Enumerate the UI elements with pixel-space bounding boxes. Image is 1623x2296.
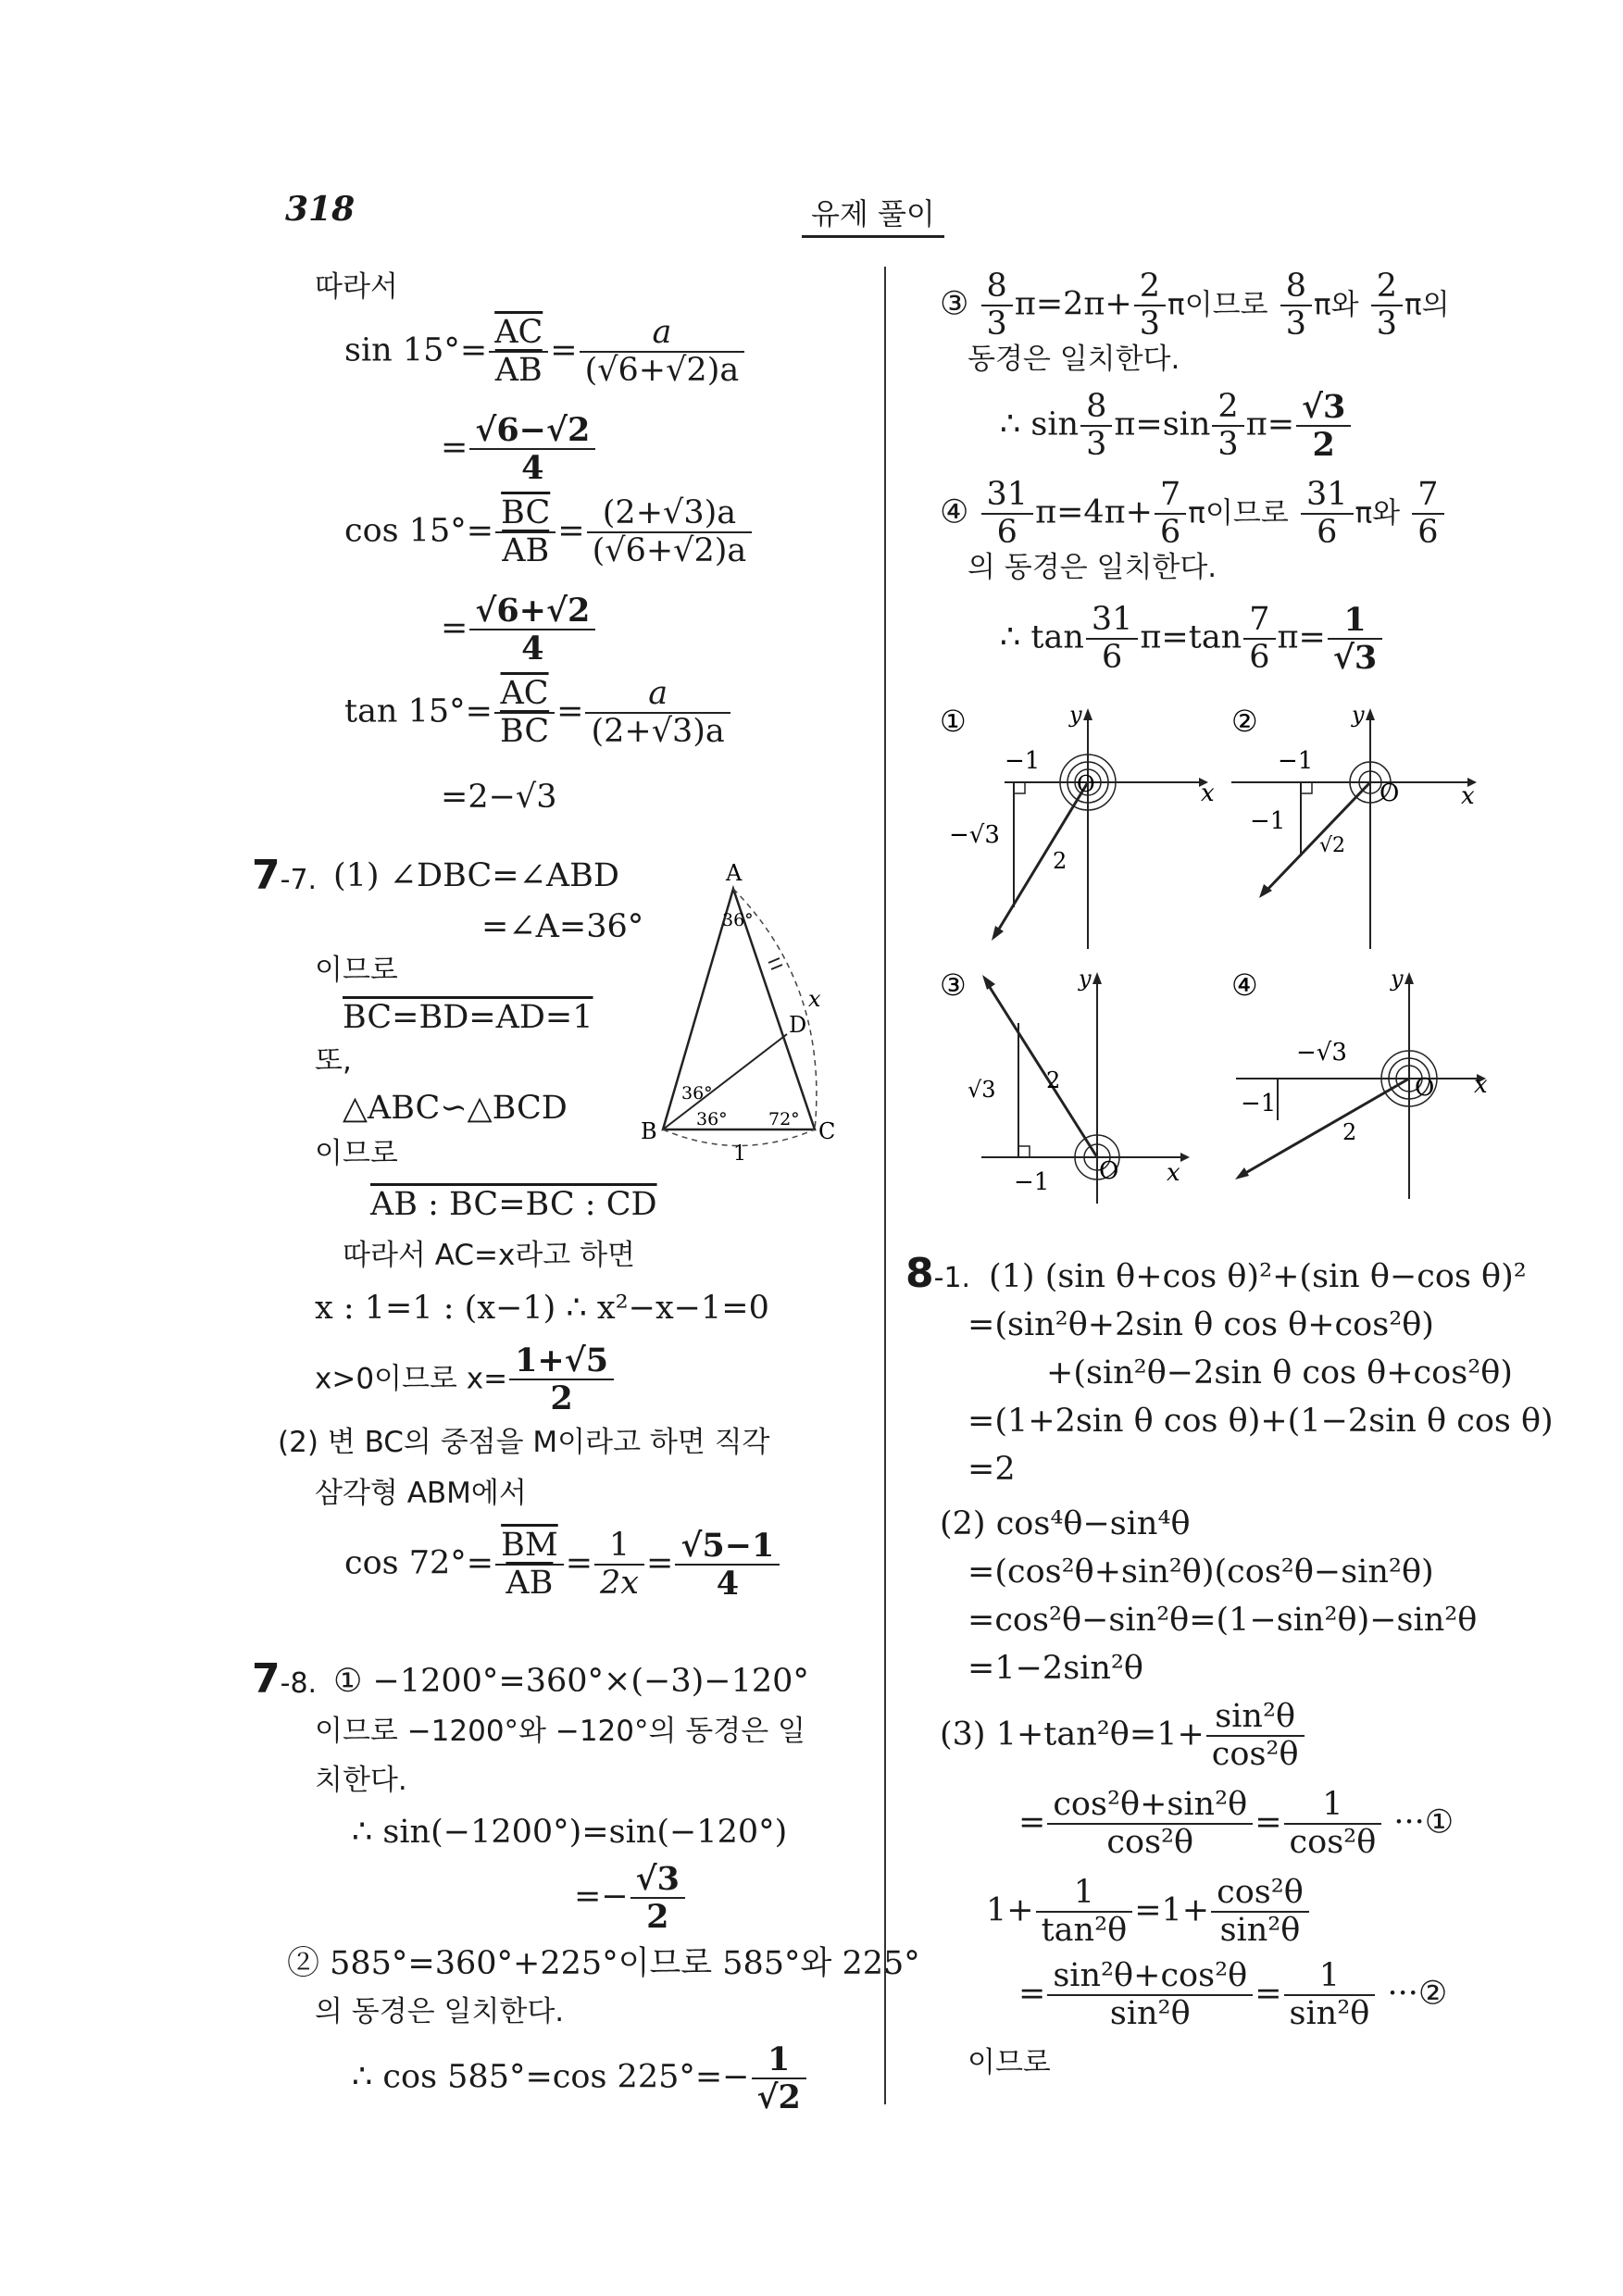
svg-text:①: ① (940, 704, 967, 739)
p77-line12: (2) 변 BC의 중점을 M이라고 하면 직각 (278, 1426, 770, 1459)
fraction: $\frac{a}{(√6+√2)a}$ (580, 315, 745, 389)
r3-line2: 동경은 일치한다. (968, 343, 1180, 376)
svg-text:2: 2 (1342, 1119, 1357, 1145)
p77-line5: 또, (315, 1044, 352, 1078)
p78-line4: ∴ sin(−1200°)=sin(−120°) (352, 1814, 788, 1851)
svg-text:x: x (1201, 780, 1215, 807)
p78-line3: 치한다. (315, 1764, 407, 1797)
svg-text:−1: −1 (1250, 807, 1286, 835)
tan15-result: =2−√3 (441, 779, 557, 816)
p77-line13: 삼각형 ABM에서 (315, 1477, 527, 1510)
column-divider (884, 267, 886, 2104)
problem-7-7-label: 7-7. (252, 852, 318, 899)
fraction: $\frac{√6-√2}{4}$ (469, 412, 595, 486)
tan15-line: tan 15°= $\frac{\overline{AC}}{BC}$ = $\frac{a}{(2+√3)a}$ (344, 676, 732, 750)
svg-text:③: ③ (940, 967, 967, 1003)
svg-text:y: y (1069, 702, 1082, 728)
p78-line6: ② 585°=360°+225°이므로 585°와 225° (287, 1945, 920, 1982)
triangle-figure (630, 856, 870, 1171)
r4-line1: ④ $\frac{31}{6}$ π=4π+ $\frac{7}{6}$ π이므로 $\frac{31}{6}$ π와 $\frac{7}{6}$ (940, 477, 1446, 551)
svg-text:④: ④ (1231, 967, 1258, 1003)
angle-graph-1 (930, 702, 1215, 954)
sin15-line: sin 15°= $\frac{\overline{AC}}{AB}$ = $\frac{a}{(√6+√2)a}$ (344, 315, 746, 389)
label-x: x (808, 986, 821, 1012)
svg-text:−1: −1 (1278, 747, 1314, 775)
r3-line3: ∴ sin $\frac{8}{3}$ π=sin $\frac{2}{3}$ π= $\frac{√3}{2}$ (1000, 389, 1353, 463)
p77-line9: 따라서 AC=x라고 하면 (343, 1239, 635, 1272)
problem-8-1-label: 8-1. (905, 1250, 971, 1297)
p81-line9: =1−2sin²θ (968, 1650, 1143, 1687)
p81-line14: 이므로 (968, 2046, 1051, 2079)
p77-line3: 이므로 (315, 954, 398, 987)
svg-text:−√3: −√3 (1296, 1039, 1347, 1067)
p81-line10: (3) 1+tan²θ=1+ $\frac{\text{sin²θ}}{\text{cos²θ}}$ (940, 1699, 1306, 1773)
fraction: $\frac{\overline{AC}}{AB}$ (489, 315, 548, 389)
p78-line5: =− $\frac{√3}{2}$ (574, 1861, 687, 1935)
p81-line7: =(cos²θ+sin²θ)(cos²θ−sin²θ) (968, 1554, 1434, 1591)
svg-text:−1: −1 (1014, 1168, 1050, 1196)
label-one: 1 (733, 1142, 746, 1166)
svg-text:x: x (1474, 1071, 1488, 1099)
intro-text: 따라서 (315, 270, 398, 304)
p78-line8: ∴ cos 585°=cos 225°=− $\frac{1}{√2}$ (352, 2041, 808, 2115)
svg-text:y: y (1079, 966, 1092, 992)
svg-text:2: 2 (1053, 848, 1067, 874)
p77-line2: =∠A=36° (481, 908, 644, 945)
p81-line2: =(sin²θ+2sin θ cos θ+cos²θ) (968, 1306, 1434, 1343)
cos15-line: cos 15°= $\frac{\overline{BC}}{AB}$ = $\frac{(2+√3)a}{(√6+√2)a}$ (344, 495, 754, 569)
svg-text:②: ② (1231, 704, 1258, 739)
p77-line7: 이므로 (315, 1137, 398, 1170)
svg-text:y: y (1391, 966, 1404, 992)
svg-text:−1: −1 (1241, 1090, 1277, 1117)
p77-line6: △ABC∽△BCD (343, 1090, 568, 1127)
svg-text:O: O (1099, 1157, 1119, 1185)
svg-text:√2: √2 (1319, 834, 1346, 857)
p77-line10: x : 1=1 : (x−1) ∴ x²−x−1=0 (315, 1290, 769, 1327)
vertex-d: D (789, 1012, 807, 1038)
p78-line7: 의 동경은 일치한다. (315, 1995, 565, 2028)
r4-line2: 의 동경은 일치한다. (968, 551, 1217, 584)
vertex-a: A (726, 860, 743, 886)
svg-text:−1: −1 (1005, 747, 1041, 775)
angle-b2: 36° (696, 1109, 728, 1129)
svg-text:x: x (1167, 1159, 1180, 1187)
vertex-c: C (818, 1118, 836, 1144)
p81-line12: 1+ $\frac{1}{\text{tan²θ}}$ =1+ $\frac{\text{cos²θ}}{\text{sin²θ}}$ (986, 1875, 1311, 1949)
svg-text:−√3: −√3 (949, 821, 1000, 849)
svg-text:y: y (1352, 702, 1365, 728)
vertex-b: B (641, 1118, 657, 1144)
p78-line2: 이므로 −1200°와 −120°의 동경은 일 (315, 1715, 805, 1748)
svg-text:O: O (1415, 1074, 1435, 1102)
p81-line11: = $\frac{\text{cos²θ+sin²θ}}{\text{cos²θ}}$ = $\frac{1}{\text{cos²θ}}$ ···① (1018, 1786, 1454, 1862)
section-title: 유제 풀이 (802, 191, 944, 238)
p77-line11: x>0이므로 x= $\frac{1+√5}{2}$ (315, 1342, 616, 1416)
angle-b1: 36° (681, 1083, 713, 1104)
p77-line1: (1) ∠DBC=∠ABD (333, 857, 619, 894)
page-number: 318 (285, 190, 356, 229)
p81-line6: (2) cos⁴θ−sin⁴θ (940, 1505, 1191, 1542)
sin15-result: = $\frac{√6-√2}{4}$ (441, 412, 597, 486)
cos72-line: cos 72°= $\frac{\overline{BM}}{AB}$ = $\frac{1}{2x}$ = $\frac{√5-1}{4}$ (344, 1528, 781, 1602)
p81-line13: = $\frac{\text{sin²θ+cos²θ}}{\text{sin²θ}}$ = $\frac{1}{\text{sin²θ}}$ ···② (1018, 1957, 1448, 2033)
p77-line8: AB : BC=BC : CD (370, 1186, 657, 1223)
p81-line4: =(1+2sin θ cos θ)+(1−2sin θ cos θ) (968, 1403, 1554, 1440)
p77-line4: BC=BD=AD=1 (343, 999, 593, 1036)
p81-line8: =cos²θ−sin²θ=(1−sin²θ)−sin²θ (968, 1602, 1478, 1639)
angle-a: 36° (722, 910, 754, 930)
svg-text:2: 2 (1046, 1067, 1061, 1093)
angle-graph-3 (930, 967, 1208, 1208)
svg-text:O: O (1077, 771, 1095, 797)
svg-text:x: x (1461, 782, 1475, 810)
svg-text:O: O (1380, 780, 1400, 807)
angle-graph-4 (1222, 967, 1528, 1208)
r4-line3: ∴ tan $\frac{31}{6}$ π=tan $\frac{7}{6}$ π= $\frac{1}{√3}$ (1000, 602, 1384, 676)
angle-graph-2 (1222, 704, 1500, 954)
angle-c: 72° (768, 1109, 800, 1129)
r3-line1: ③ $\frac{8}{3}$ π=2π+ $\frac{2}{3}$ π이므로 $\frac{8}{3}$ π와 $\frac{2}{3}$ π의 (940, 268, 1450, 343)
p81-line1: (1) (sin θ+cos θ)²+(sin θ−cos θ)² (989, 1258, 1527, 1295)
problem-7-8-label: 7-8. (252, 1655, 318, 1703)
p81-line5: =2 (968, 1451, 1016, 1488)
p78-line1: ① −1200°=360°×(−3)−120° (333, 1663, 809, 1700)
cos15-result: = $\frac{√6+√2}{4}$ (441, 593, 597, 667)
svg-text:√3: √3 (968, 1077, 996, 1103)
p81-line3: +(sin²θ−2sin θ cos θ+cos²θ) (1046, 1354, 1513, 1391)
